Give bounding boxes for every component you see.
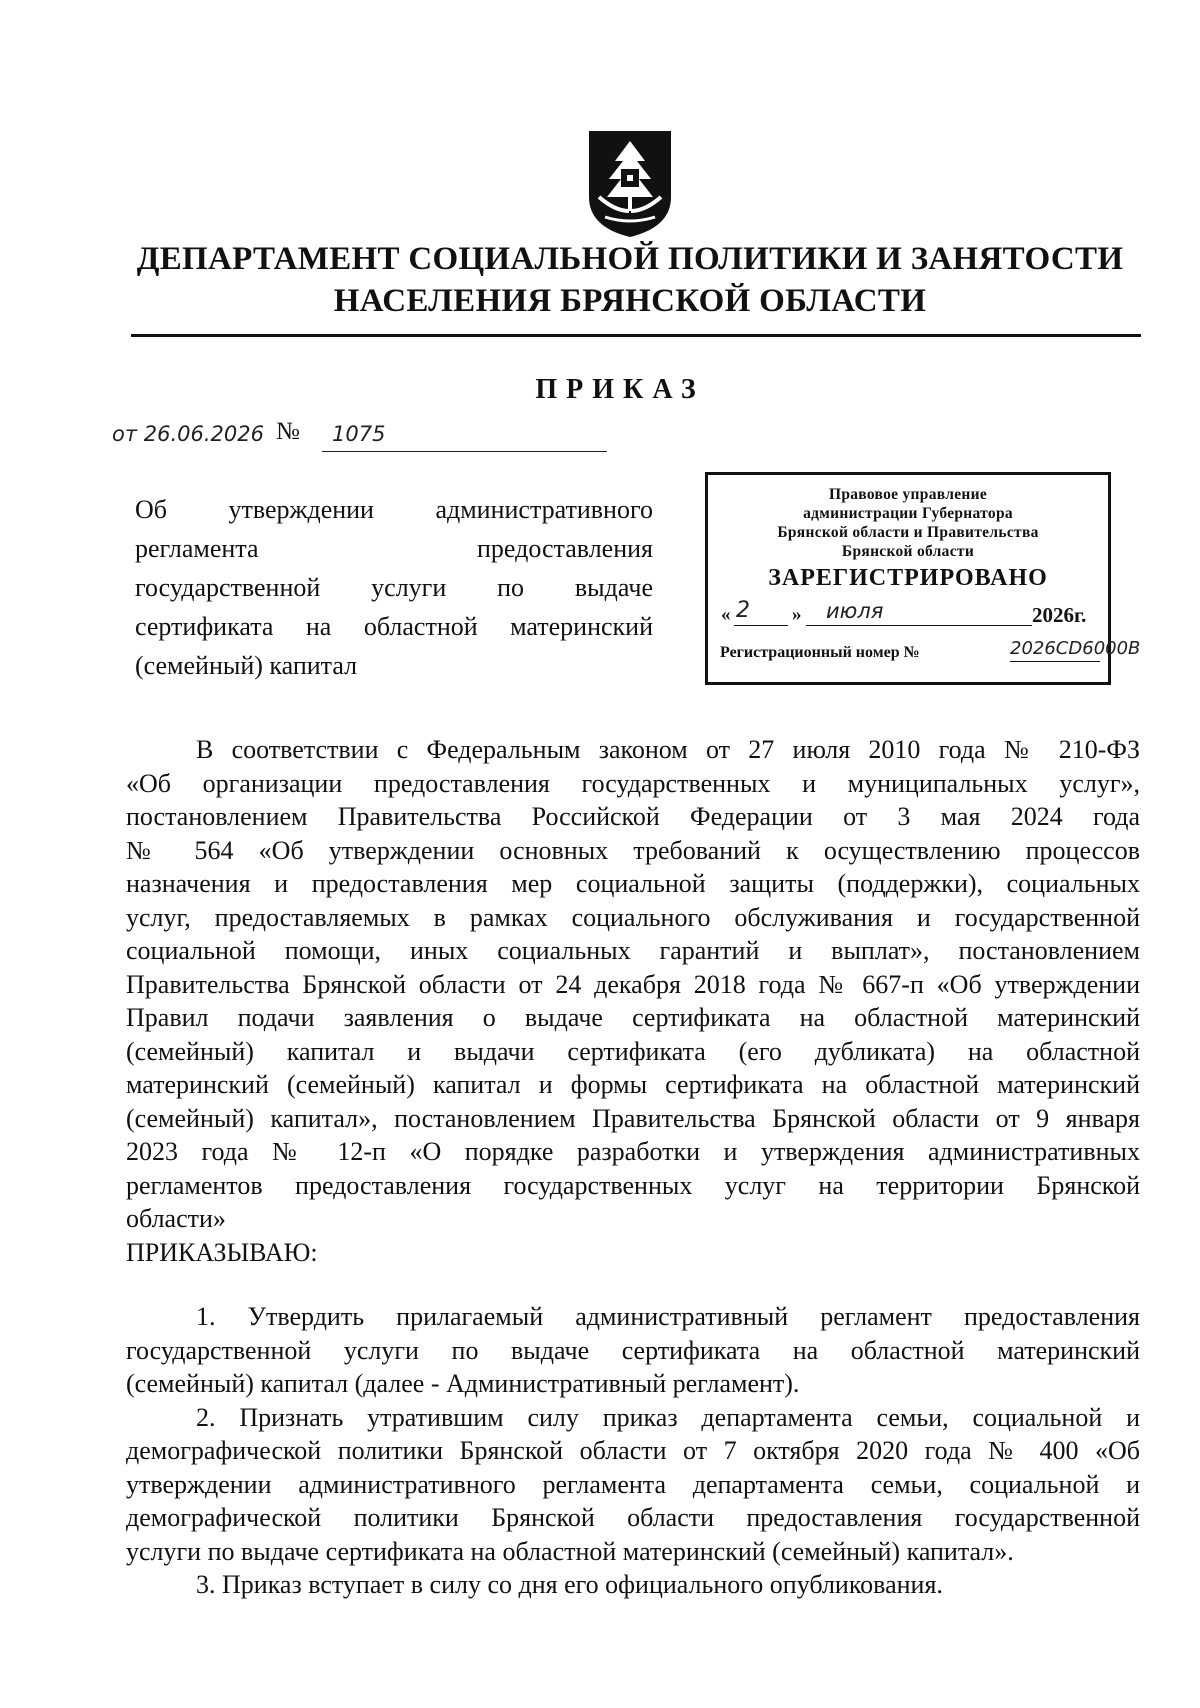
subject-word: сертификата bbox=[135, 612, 274, 641]
body-line: социальной помощи, иных социальных гарантий и выплат», постановлением bbox=[126, 936, 1140, 965]
body-line: В соответствии с Федеральным законом от 27 июля 2010 года № 210-ФЗ bbox=[196, 735, 1140, 764]
body-line: услуг, предоставляемых в рамках социального обслуживания и государственной bbox=[126, 902, 1140, 932]
stamp-date-line bbox=[708, 598, 1108, 632]
item-3-line: 3. Приказ вступает в силу со дня его официального опубликования. bbox=[196, 1570, 943, 1599]
item-2-line: демографической политики Брянской области от 7 октября 2020 года № 400 «Об bbox=[126, 1436, 1140, 1465]
order-number: 1075 bbox=[332, 422, 386, 446]
body-line: (семейный) капитал», постановлением Правительства Брянской области от 9 января bbox=[126, 1103, 1140, 1133]
header-divider bbox=[131, 334, 1141, 337]
body-line: регламентов предоставления государственных услуг на территории Брянской bbox=[126, 1170, 1140, 1200]
stamp-org-line-4: Брянской области bbox=[841, 543, 975, 560]
item-1-line: 1. Утвердить прилагаемый административный регламент предоставления bbox=[196, 1302, 1140, 1331]
registration-number-value: 2026СD6000В bbox=[1010, 638, 1141, 659]
quote-mark: « bbox=[721, 604, 731, 625]
item-2-line: услуги по выдаче сертификата на областной материнский (семейный) капитал». bbox=[126, 1536, 1014, 1566]
subject-word: государственной bbox=[135, 573, 321, 602]
body-line: области» bbox=[126, 1204, 226, 1233]
item-2-line: демографической политики Брянской области предоставления государственной bbox=[126, 1503, 1140, 1532]
subject-word: утверждении bbox=[228, 495, 374, 524]
subject-word: услуги bbox=[371, 573, 447, 602]
department-name-line-2: НАСЕЛЕНИЯ БРЯНСКОЙ ОБЛАСТИ bbox=[333, 283, 927, 319]
stamp-org-line-1: Правовое управление bbox=[828, 486, 988, 503]
body-line: материнский (семейный) капитал и формы сертификата на областной материнский bbox=[126, 1070, 1140, 1099]
registration-number-label: Регистрационный номер № bbox=[720, 644, 920, 661]
item-2-line: утверждении административного регламента департамента семьи, социальной и bbox=[126, 1469, 1140, 1499]
spacer bbox=[126, 1269, 1140, 1300]
stamp-org-line-3: Брянской области и Правительства bbox=[777, 524, 1039, 541]
body-line: (семейный) капитал и выдачи сертификата (его дубликата) на областной bbox=[126, 1036, 1140, 1066]
body-line: 2023 года № 12-п «О порядке разработки и утверждения административных bbox=[126, 1137, 1140, 1166]
stamp-org-line-2: администрации Губернатора bbox=[803, 505, 1013, 522]
number-underline bbox=[322, 451, 607, 452]
subject-word: областной bbox=[363, 612, 478, 641]
subject-word: на bbox=[305, 612, 332, 641]
coat-of-arms-icon bbox=[585, 127, 675, 240]
order-body bbox=[126, 733, 1140, 1602]
subject-line bbox=[135, 529, 653, 568]
department-name bbox=[120, 238, 1140, 322]
stamp-day: 2 bbox=[736, 598, 750, 623]
item-2-line: 2. Признать утратившим силу приказ департамента семьи, социальной и bbox=[196, 1402, 1140, 1432]
subject-word: административного bbox=[435, 495, 653, 524]
subject-line bbox=[135, 490, 653, 529]
subject-word: Об bbox=[135, 495, 168, 524]
order-subject bbox=[135, 490, 653, 685]
stamp-month: июля bbox=[826, 599, 884, 623]
quote-mark: » bbox=[792, 604, 802, 625]
body-line: № 564 «Об утверждении основных требований к осуществлению процессов bbox=[126, 835, 1140, 865]
document-type-title: ПРИКАЗ bbox=[535, 374, 705, 405]
date-number-line bbox=[112, 418, 512, 454]
body-line: «Об организации предоставления государственных и муниципальных услуг», bbox=[126, 768, 1140, 798]
number-sign: № bbox=[276, 418, 300, 445]
item-1-line: государственной услуги по выдаче сертификата на областной материнский bbox=[126, 1335, 1140, 1365]
registration-number-underline bbox=[1010, 661, 1100, 662]
subject-line bbox=[135, 607, 653, 646]
subject-word: материнский bbox=[510, 612, 653, 641]
body-line: постановлением Правительства Российской Федерации от 3 мая 2024 года bbox=[126, 802, 1140, 831]
subject-line bbox=[135, 568, 653, 607]
stamp-year: 2026г. bbox=[1032, 603, 1087, 627]
day-underline bbox=[734, 625, 788, 626]
subject-word: (семейный) капитал bbox=[135, 651, 358, 680]
subject-line bbox=[135, 646, 653, 685]
registration-stamp bbox=[705, 472, 1141, 685]
stamp-status: ЗАРЕГИСТРИРОВАНО bbox=[768, 565, 1048, 591]
subject-word: регламента bbox=[135, 534, 259, 563]
body-line: назначения и предоставления мер социальной защиты (поддержки), социальных bbox=[126, 869, 1140, 898]
subject-word: выдаче bbox=[574, 573, 653, 602]
month-underline bbox=[806, 625, 1032, 626]
subject-word: предоставления bbox=[477, 534, 653, 563]
department-name-line-1: ДЕПАРТАМЕНТ СОЦИАЛЬНОЙ ПОЛИТИКИ И ЗАНЯТОСТИ bbox=[136, 241, 1124, 277]
body-line: Правительства Брянской области от 24 декабря 2018 года № 667-п «Об утверждении bbox=[126, 969, 1140, 999]
order-date: от 26.06.2026 bbox=[112, 422, 264, 446]
order-word: ПРИКАЗЫВАЮ: bbox=[126, 1237, 318, 1267]
stamp-registration-number bbox=[708, 636, 1141, 666]
subject-word: по bbox=[497, 573, 525, 602]
body-line: Правил подачи заявления о выдаче сертификата на областной материнский bbox=[126, 1003, 1140, 1032]
item-1-line: (семейный) капитал (далее - Административный регламент). bbox=[126, 1369, 800, 1398]
